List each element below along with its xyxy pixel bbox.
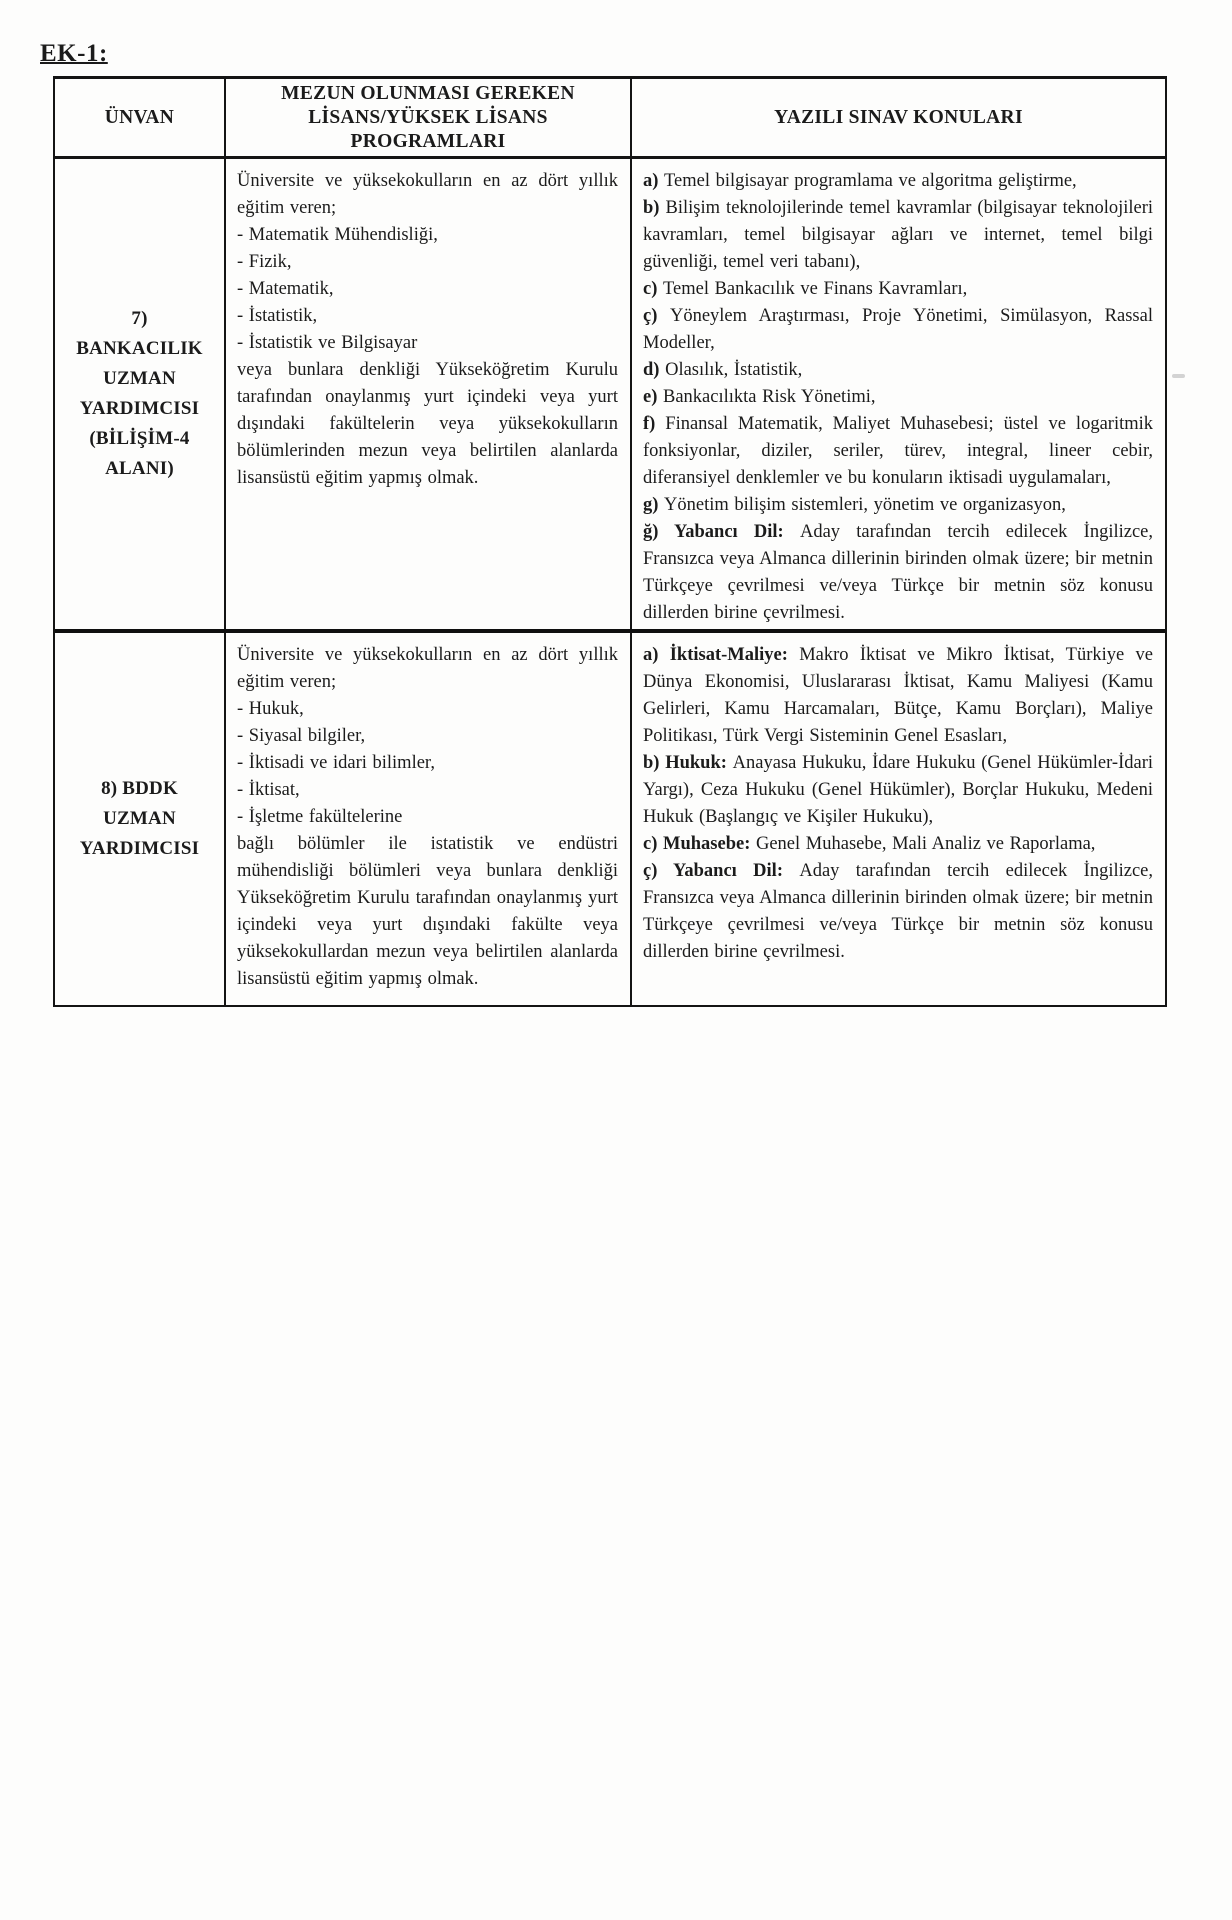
program-item: - Matematik Mühendisliği, [237, 225, 438, 245]
topic-label: a) İktisat-Maliye: [643, 645, 800, 665]
program-item: - İstatistik, [237, 306, 318, 326]
table-row-bankacilik-uzman [55, 159, 1165, 633]
text-line: 8) BDDK [101, 778, 178, 799]
exam-topic: e) Bankacılıkta Risk Yönetimi, [643, 387, 876, 407]
text-line: ALANI) [105, 458, 174, 479]
text-line: UZMAN [103, 808, 176, 829]
exam-topic: c) Muhasebe: Genel Muhasebe, Mali Analiz ve Raporlama, [643, 834, 1096, 854]
topic-label: d) [643, 360, 666, 380]
topic-label: f) [643, 414, 666, 434]
topic-label: c) Muhasebe: [643, 834, 756, 854]
cell-programs-7 [226, 159, 632, 629]
scan-artifact [1172, 374, 1185, 378]
topic-label: b) Hukuk: [643, 753, 733, 773]
text-line: 7) [131, 308, 148, 329]
topic-label: ç) [643, 306, 670, 326]
text-line: (BİLİŞİM-4 [89, 428, 190, 449]
requirements-table [53, 76, 1167, 1007]
program-item: - İşletme fakültelerine [237, 807, 403, 827]
topic-label: c) [643, 279, 663, 299]
text-line: YARDIMCISI [79, 398, 200, 419]
topic-label: e) [643, 387, 663, 407]
program-item: - Siyasal bilgiler, [237, 726, 366, 746]
page-title: EK-1: [40, 40, 108, 67]
exam-topic: a) İktisat-Maliye: Makro İktisat ve Mikro İktisat, Türkiye ve Dünya Ekonomisi, Uluslararası İktisat, Kamu Maliyesi (Kamu Gelirleri, Kamu Harcamaları, Bütçe, Kamu Borçları), Maliye Politikası, Türk Vergi Sisteminin Genel Esasları, [643, 645, 1153, 746]
table-row-bddk-uzman [55, 633, 1165, 1005]
cell-title-8 [55, 633, 226, 1005]
program-item: - Matematik, [237, 279, 334, 299]
table-header-row [55, 79, 1165, 159]
topic-label: b) [643, 198, 666, 218]
text-line: LİSANS/YÜKSEK LİSANS [308, 106, 548, 128]
exam-topic: b) Hukuk: Anayasa Hukuku, İdare Hukuku (Genel Hükümler-İdari Yargı), Ceza Hukuku (Genel Hükümler), Borçlar Hukuku, Medeni Hukuk (Başlangıç ve Kişiler Hukuku), [643, 753, 1153, 827]
exam-topic: f) Finansal Matematik, Maliyet Muhasebesi; üstel ve logaritmik fonksiyonlar, diziler, seriler, türev, integral, lineer cebir, diferansiyel denklemler ve bu konuların iktisadi uygulamaları, [643, 414, 1153, 488]
cell-topics-7 [632, 159, 1165, 629]
text-line: BANKACILIK [76, 338, 203, 359]
text-line: MEZUN OLUNMASI GEREKEN [281, 82, 575, 104]
text-line: PROGRAMLARI [350, 130, 506, 152]
header-exam-subjects [632, 79, 1165, 156]
exam-topic: ç) Yöneylem Araştırması, Proje Yönetimi, Simülasyon, Rassal Modeller, [643, 306, 1153, 353]
exam-topic: ç) Yabancı Dil: Aday tarafından tercih edilecek İngilizce, Fransızca veya Almanca dillerinin birinden olmak üzere; bir metnin Türkçeye çevrilmesi ve/veya Türkçe bir metnin söz konusu dillerden birine çevrilmesi. [643, 861, 1153, 962]
program-outro: veya bunlara denkliği Yükseköğretim Kurulu tarafından onaylanmış yurt içindeki veya yurt dışındaki fakültelerin veya yüksekokulların bölümlerinden mezun veya belirtilen alanlarda lisansüstü eğitim yapmış olmak. [237, 360, 618, 488]
program-item: - İstatistik ve Bilgisayar [237, 333, 418, 353]
program-intro: Üniversite ve yüksekokulların en az dört yıllık eğitim veren; [237, 171, 618, 218]
topic-label: ğ) Yabancı Dil: [643, 522, 800, 542]
topic-label: ç) Yabancı Dil: [643, 861, 800, 881]
cell-topics-8 [632, 633, 1165, 1005]
exam-topic: b) Bilişim teknolojilerinde temel kavramlar (bilgisayar teknolojileri kavramları, temel bilgisayar ağları ve internet, temel bilgi güvenliği, temel veri tabanı), [643, 198, 1154, 272]
program-item: - Fizik, [237, 252, 292, 272]
text-line: ÜNVAN [104, 106, 175, 128]
exam-topic: c) Temel Bankacılık ve Finans Kavramları, [643, 279, 968, 299]
topic-label: g) [643, 495, 665, 515]
cell-title-7 [55, 159, 226, 629]
text-line: YARDIMCISI [79, 838, 200, 859]
program-outro: bağlı bölümler ile istatistik ve endüstri mühendisliği bölümleri veya bunlara denkliği Yükseköğretim Kurulu tarafından onaylanmış yurt içindeki veya yurt dışındaki fakülte veya yüksekokullardan mezun veya belirtilen alanlarda lisansüstü eğitim yapmış olmak. [237, 834, 618, 989]
program-item: - İktisat, [237, 780, 300, 800]
topic-label: a) [643, 171, 665, 191]
program-item: - İktisadi ve idari bilimler, [237, 753, 435, 773]
cell-programs-8 [226, 633, 632, 1005]
text-line: UZMAN [103, 368, 176, 389]
exam-topic: a) Temel bilgisayar programlama ve algoritma geliştirme, [643, 171, 1077, 191]
program-item: - Hukuk, [237, 699, 304, 719]
program-intro: Üniversite ve yüksekokulların en az dört yıllık eğitim veren; [237, 645, 618, 692]
text-line: YAZILI SINAV KONULARI [774, 106, 1023, 128]
header-unvan [55, 79, 226, 156]
exam-topic: d) Olasılık, İstatistik, [643, 360, 803, 380]
exam-topic: ğ) Yabancı Dil: Aday tarafından tercih edilecek İngilizce, Fransızca veya Almanca dillerinin birinden olmak üzere; bir metnin Türkçeye çevrilmesi ve/veya Türkçe bir metnin söz konusu dillerden birine çevrilmesi. [643, 522, 1153, 623]
header-programs [226, 79, 632, 156]
exam-topic: g) Yönetim bilişim sistemleri, yönetim ve organizasyon, [643, 495, 1066, 515]
